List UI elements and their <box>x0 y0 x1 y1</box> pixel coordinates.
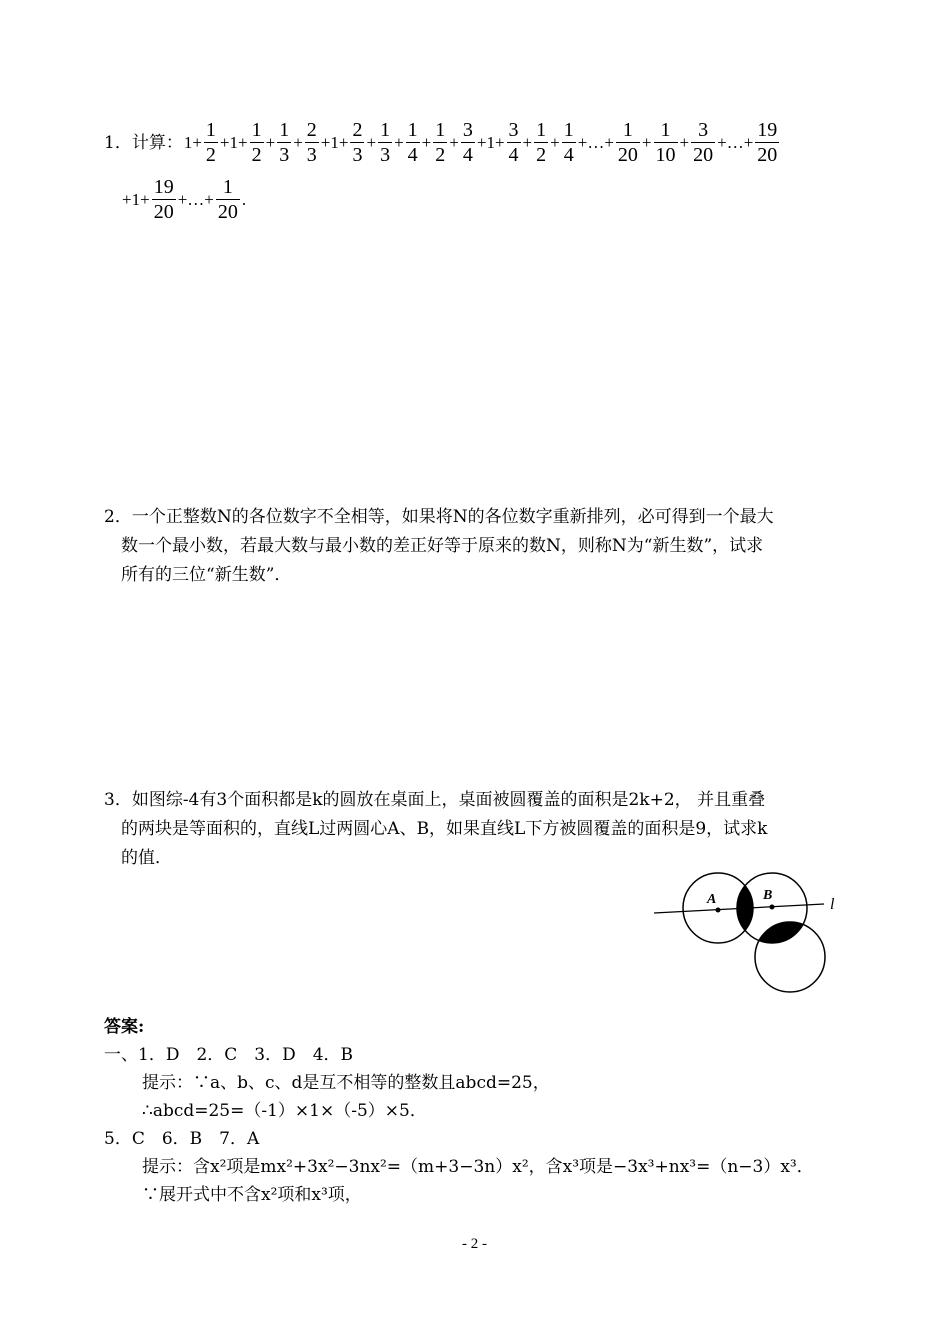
q1-line1-operator: + <box>449 132 459 152</box>
q1-line1-fraction <box>305 118 319 167</box>
center-b <box>770 905 775 910</box>
q1-label: 1．计算： <box>104 132 183 153</box>
numerator: 1 <box>660 119 671 141</box>
q3-line3: 的值． <box>121 848 172 868</box>
numerator: 3 <box>698 119 709 141</box>
q1-line1-operator: + <box>394 132 404 152</box>
q1-line2-fraction <box>152 175 176 224</box>
q1-line2-operator: +…+ <box>177 189 214 209</box>
denominator: 2 <box>536 144 547 166</box>
q2-line1: 2．一个正整数N的各位数字不全相等，如果将N的各位数字重新排列，必可得到一个最大 <box>104 507 774 527</box>
q1-line1-fraction <box>350 118 364 167</box>
denominator: 4 <box>563 144 574 166</box>
q3-line2: 的两块是等面积的，直线L过两圆心A、B，如果直线L下方被圆覆盖的面积是9，试求k <box>121 819 768 839</box>
q1-line1-operator: +1+ <box>320 132 349 152</box>
answer-line-1: 一、1．D 2．C 3．D 4．B <box>104 1045 354 1065</box>
denominator: 20 <box>693 144 714 166</box>
q1-line1-fraction <box>691 118 715 167</box>
numerator: 19 <box>153 176 174 198</box>
q1-line1 <box>104 118 780 167</box>
label-a: A <box>707 892 717 907</box>
q1-line1-operator: + <box>550 132 560 152</box>
q1-line1-operator: +1+ <box>219 132 248 152</box>
answer-line-6: ∵展开式中不含x²项和x³项， <box>142 1185 362 1205</box>
label-l: l <box>830 896 835 913</box>
q1-line2-fraction <box>216 175 240 224</box>
q1-line1-fraction <box>507 118 521 167</box>
q1-line1-operator: + <box>641 132 652 152</box>
numerator: 1 <box>279 119 290 141</box>
numerator: 2 <box>352 119 363 141</box>
numerator: 1 <box>435 119 446 141</box>
numerator: 1 <box>407 119 418 141</box>
q1-expression-line2 <box>121 175 247 224</box>
q1-line1-operator: + <box>366 132 377 152</box>
numerator: 1 <box>380 119 391 141</box>
numerator: 1 <box>251 119 262 141</box>
denominator: 3 <box>380 144 391 166</box>
q1-line1-operator: + <box>265 132 276 152</box>
q3-line1: 3．如图综-4有3个面积都是k的圆放在桌面上，桌面被圆覆盖的面积是2k+2， 并且重叠 <box>104 790 766 810</box>
q1-line2-operator: . <box>241 189 247 209</box>
q2-line3: 所有的三位“新生数”． <box>121 565 292 585</box>
denominator: 4 <box>508 144 519 166</box>
q1-line1-operator: + <box>293 132 303 152</box>
denominator: 2 <box>435 144 446 166</box>
answer-line-3: ∴abcd=25=（-1）×1×（-5）×5． <box>142 1101 427 1121</box>
denominator: 10 <box>655 144 676 166</box>
q1-line1-operator: +…+ <box>717 132 754 152</box>
q1-line2-operator: +1+ <box>122 189 150 209</box>
q1-line1-operator: +1+ <box>476 132 505 152</box>
q1-line1-fraction <box>562 118 576 167</box>
q1-line1-fraction <box>204 118 218 167</box>
denominator: 20 <box>617 144 638 166</box>
numerator: 1 <box>622 119 633 141</box>
numerator: 1 <box>205 119 216 141</box>
numerator: 1 <box>563 119 574 141</box>
q1-line1-operator: + <box>522 132 533 152</box>
q1-line1-fraction <box>250 118 264 167</box>
q1-line2 <box>121 175 247 224</box>
q1-line1-operator: 1+ <box>183 132 202 152</box>
q1-line1-fraction <box>461 118 475 167</box>
denominator: 4 <box>462 144 473 166</box>
q1-line1-operator: + <box>679 132 690 152</box>
numerator: 3 <box>462 119 473 141</box>
numerator: 1 <box>222 176 233 198</box>
denominator: 4 <box>407 144 418 166</box>
center-a <box>716 908 721 913</box>
denominator: 3 <box>352 144 363 166</box>
q3-figure <box>650 865 850 1000</box>
denominator: 20 <box>153 201 174 223</box>
q1-line1-operator: +…+ <box>577 132 614 152</box>
q1-expression-line1 <box>183 118 780 167</box>
q2-line2: 数一个最小数，若最大数与最小数的差正好等于原来的数N，则称N为“新生数”，试求 <box>121 536 764 556</box>
numerator: 19 <box>757 119 778 141</box>
q1-line1-fraction <box>755 118 779 167</box>
q1-line1-fraction <box>616 118 640 167</box>
denominator: 20 <box>217 201 238 223</box>
page-number: - 2 - <box>462 1236 487 1252</box>
numerator: 1 <box>536 119 547 141</box>
numerator: 2 <box>306 119 317 141</box>
numerator: 3 <box>508 119 519 141</box>
q1-line1-fraction <box>277 118 291 167</box>
answer-line-4: 5．C 6．B 7．A <box>104 1129 260 1149</box>
q1-line1-fraction <box>406 118 420 167</box>
q1-line1-fraction <box>654 118 678 167</box>
answers-heading: 答案: <box>104 1017 145 1037</box>
denominator: 3 <box>279 144 290 166</box>
label-b: B <box>763 888 773 903</box>
denominator: 20 <box>757 144 778 166</box>
q1-line1-fraction <box>433 118 447 167</box>
answer-line-2: 提示：∵a、b、c、d是互不相等的整数且abcd=25， <box>142 1073 550 1093</box>
denominator: 3 <box>306 144 317 166</box>
q1-line1-fraction <box>378 118 392 167</box>
q1-line1-fraction <box>534 118 548 167</box>
denominator: 2 <box>251 144 262 166</box>
q1-line1-operator: + <box>421 132 432 152</box>
denominator: 2 <box>205 144 216 166</box>
answer-line-5: 提示：含x²项是mx²+3x²−3nx²=（m+3−3n）x²，含x³项是−3x³+nx³=（n−3）x³． <box>142 1157 814 1177</box>
